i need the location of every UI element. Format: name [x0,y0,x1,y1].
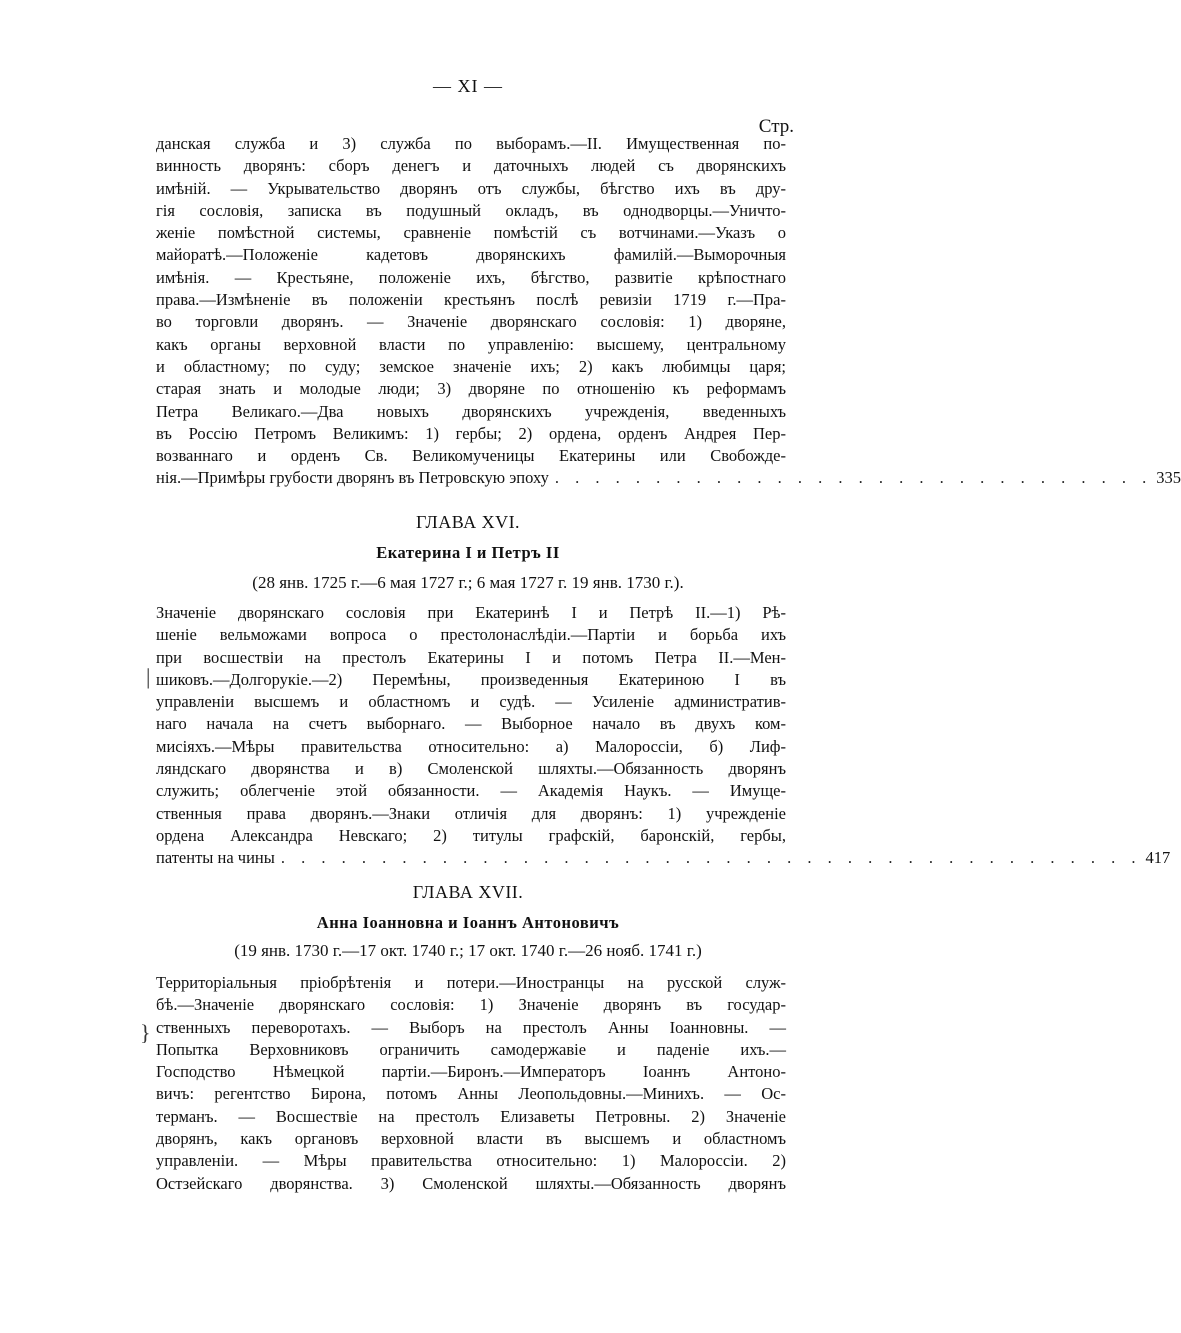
text-line: въ Россію Петромъ Великимъ: 1) гербы; 2) ордена, орденъ Андрея Пер- [156,423,786,443]
page-reference: 417 [1145,848,1171,868]
text-line: ляндскаго дворянства и в) Смоленской шляхты.—Обязанность дворянъ [156,759,786,779]
text-line: шиковъ.—Долгорукіе.—2) Перемѣны, произведенныя Екатериною I въ [156,669,786,689]
text-line: имѣній. — Укрывательство дворянъ отъ службы, бѣгство ихъ въ дру- [156,178,786,198]
chapter-title: Екатерина I и Петръ II [376,543,560,562]
text-line: Остзейскаго дворянства. 3) Смоленской шляхты.—Обязанность дворянъ [156,1173,786,1193]
text-line: Значеніе дворянскаго сословія при Екатеринѣ I и Петрѣ II.—1) Рѣ- [156,603,786,622]
text-line: вичъ: регентство Бирона, потомъ Анны Леопольдовны.—Минихъ. — Ос- [156,1084,786,1104]
text-line: шеніе вельможами вопроса о престолонаслѣдіи.—Партіи и борьба ихъ [156,625,786,645]
text-line: ордена Александра Невскаго; 2) титулы графскій, баронскій, гербы, [156,825,786,845]
text-line: Петра Великаго.—Два новыхъ дворянскихъ учрежденія, введенныхъ [156,401,786,421]
text-line: дворянъ, какъ органовъ верховной власти въ высшемъ и областномъ [156,1129,786,1149]
text-line: Господство Нѣмецкой партіи.—Биронъ.—Императоръ Іоаннъ Антоно- [156,1062,786,1082]
text-line: наго начала на счетъ выборнаго. — Выборное начало въ двухъ ком- [156,714,786,734]
chapter-heading: ГЛАВА XVI. [415,512,521,532]
page-column-label: Стр. [758,116,794,137]
text-line: управленіи. — Мѣры правительства относительно: 1) Малороссіи. 2) [156,1151,786,1171]
text-line: права.—Измѣненіе въ положеніи крестьянъ послѣ ревизіи 1719 г.—Пра- [156,290,786,310]
margin-bracket-mark: | [146,664,151,689]
chapter-dates: (19 янв. 1730 г.—17 окт. 1740 г.; 17 окт. 1740 г.—26 нояб. 1741 г.) [234,941,702,960]
toc-entry-text: патенты на чины [156,848,275,868]
toc-entry-text: нія.—Примѣры грубости дворянъ въ Петровскую эпоху [156,468,549,488]
text-line: старая знать и молодые люди; 3) дворяне по отношенію къ реформамъ [156,379,786,399]
chapter-heading: ГЛАВА XVII. [412,882,524,902]
text-line: женіе помѣстной системы, сравненіе помѣстій съ вотчинами.—Указъ о [156,223,786,243]
text-line: ственныхъ переворотахъ. — Выборъ на престолъ Анны Іоанновны. — [156,1017,786,1037]
chapter-title: Анна Іоанновна и Іоаннъ Антоновичъ [316,913,620,932]
text-line: во торговли дворянъ. — Значеніе дворянскаго сословія: 1) дворяне, [156,312,786,332]
toc-entry-last-line [156,467,1181,489]
text-line: гія сословія, записка въ подушный окладъ, въ однодворцы.—Уничто- [156,200,786,220]
text-line: мисіяхъ.—Мѣры правительства относительно: а) Малороссіи, б) Лиф- [156,736,786,756]
chapter-17-text [156,972,786,1195]
text-line: бѣ.—Значеніе дворянскаго сословія: 1) Значеніе дворянъ въ государ- [156,995,786,1015]
chapter-16-text [156,602,1171,870]
text-line: и областному; по суду; земское значеніе ихъ; 2) какъ любимцы царя; [156,356,786,376]
toc-entry-last-line [156,847,1171,869]
text-line: служить; облегченіе этой обязанности. — Академія Наукъ. — Имуще- [156,781,786,801]
leader-dots: . . . . . . . . . . . . . . . . . . . . . . . . . . . . . . [554,468,1153,488]
text-line: какъ органы верховной власти по управленію: высшему, центральному [156,334,786,354]
text-line: терманъ. — Восшествіе на престолъ Елизаветы Петровны. 2) Значеніе [156,1106,786,1126]
text-line: винность дворянъ: сборъ денегъ и даточныхъ людей съ дворянскихъ [156,156,786,176]
page-reference: 335 [1156,468,1181,488]
text-line: Попытка Верховниковъ ограничить самодержавіе и паденіе ихъ.— [156,1039,786,1059]
margin-brace-mark: } [140,1020,151,1045]
text-line: ственныя права дворянъ.—Знаки отличія для дворянъ: 1) учрежденіе [156,803,786,823]
text-line: при восшествіи на престолъ Екатерины I и потомъ Петра II.—Мен- [156,647,786,667]
text-line: майоратѣ.—Положеніе кадетовъ дворянскихъ фамилій.—Выморочныя [156,245,786,265]
text-line: возваннаго и орденъ Св. Великомученицы Екатерины или Свобожде- [156,446,786,466]
text-line: управленіи высшемъ и областномъ и судѣ. — Усиленіе административ- [156,692,786,712]
text-line: данская служба и 3) служба по выборамъ.—II. Имущественная по- [156,134,786,153]
page-number: — XI — [433,76,503,96]
chapter-dates: (28 янв. 1725 г.—6 мая 1727 г.; 6 мая 1727 г. 19 янв. 1730 г.). [252,573,684,592]
section-1-text [156,133,1181,490]
text-line: Территоріальныя пріобрѣтенія и потери.—Иностранцы на русской служ- [156,973,786,992]
text-line: имѣнія. — Крестьяне, положеніе ихъ, бѣгство, развитіе крѣпостнаго [156,267,786,287]
leader-dots: . . . . . . . . . . . . . . . . . . . . . . . . . . . . . . . . . . . . . . . . . . . [280,848,1142,868]
